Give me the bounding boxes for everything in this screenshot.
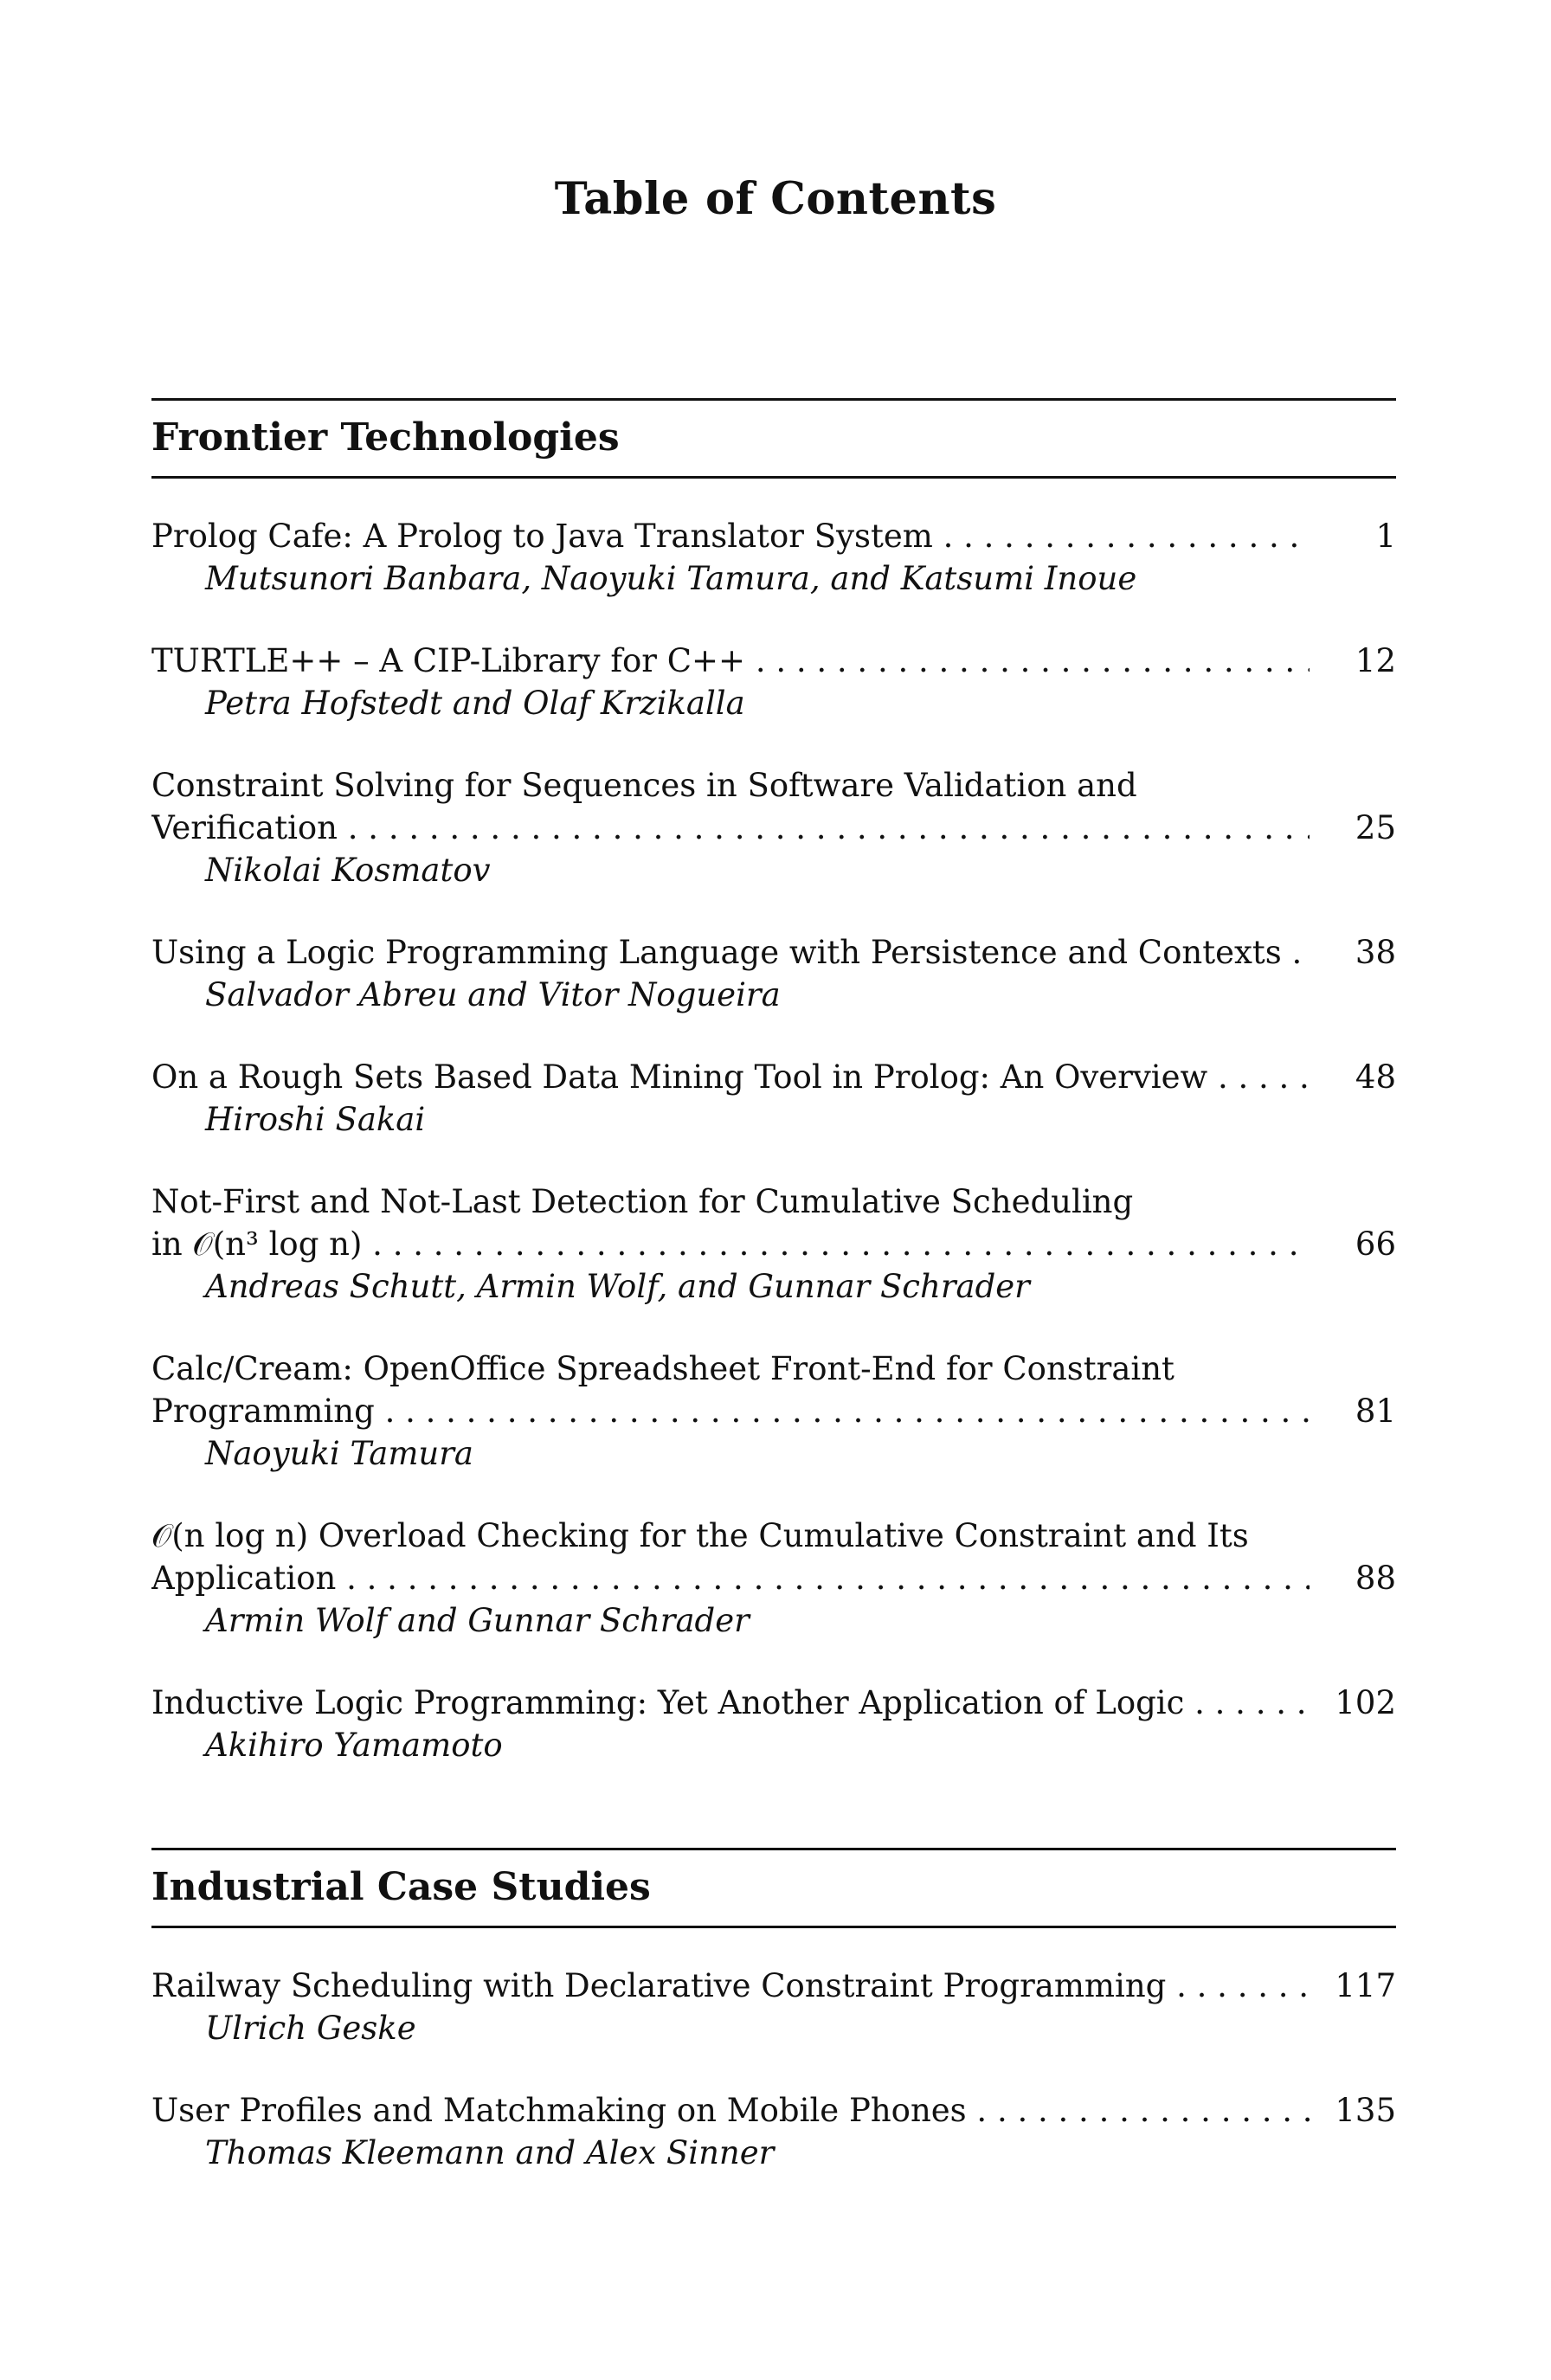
entry-title-line bbox=[151, 1682, 1396, 1724]
section-industrial-case-studies bbox=[151, 1848, 1396, 2214]
page-number: 48 bbox=[1355, 1058, 1396, 1096]
page-number: 38 bbox=[1355, 934, 1396, 971]
entry-title-continued: in 𝒪(n³ log n) . . . bbox=[151, 1223, 1310, 1265]
entry-title-line bbox=[151, 1390, 1396, 1432]
page-number: 102 bbox=[1335, 1684, 1396, 1721]
entry-authors: Andreas Schutt, Armin Wolf, and Gunnar Schrader bbox=[205, 1268, 1030, 1305]
page-number: 66 bbox=[1355, 1225, 1396, 1263]
entry-title-line bbox=[151, 1056, 1396, 1098]
entry-title-line bbox=[151, 1965, 1396, 2007]
entry-title-line-1: 𝒪(n log n) Overload Checking for the Cumulative Constraint and Its bbox=[151, 1517, 1249, 1554]
entry-title-line bbox=[151, 1557, 1396, 1599]
entry-authors: Mutsunori Banbara, Naoyuki Tamura, and Katsumi Inoue bbox=[205, 560, 1137, 597]
page-number: 81 bbox=[1355, 1393, 1396, 1430]
entry-authors: Hiroshi Sakai bbox=[205, 1101, 426, 1138]
section-title: Frontier Technologies bbox=[151, 415, 620, 460]
page-number: 12 bbox=[1355, 642, 1396, 679]
entry-title-line bbox=[151, 2089, 1396, 2132]
entry-authors: Ulrich Geske bbox=[205, 2010, 416, 2047]
section-title: Industrial Case Studies bbox=[151, 1865, 651, 1909]
entry-list bbox=[151, 515, 1396, 1766]
page-number: 117 bbox=[1335, 1967, 1396, 2004]
entry-title-line bbox=[151, 1223, 1396, 1265]
page-title: Table of Contents bbox=[554, 173, 997, 225]
entry-title: TURTLE++ – A CIP-Library for C++ . . . bbox=[151, 640, 1310, 682]
entry-title: Railway Scheduling with Declarative Constraint Programming . . . bbox=[151, 1965, 1310, 2007]
page-number: 88 bbox=[1355, 1560, 1396, 1597]
entry-title-continued: Verification . . . bbox=[151, 807, 1310, 849]
entry-title: On a Rough Sets Based Data Mining Tool in Prolog: An Overview . . . bbox=[151, 1056, 1310, 1098]
entry-title-line bbox=[151, 515, 1396, 557]
entry-title-continued: Programming . . . bbox=[151, 1390, 1310, 1432]
entry-authors: Petra Hofstedt and Olaf Krzikalla bbox=[205, 685, 745, 722]
section-header bbox=[151, 1848, 1396, 1928]
entry-authors: Armin Wolf and Gunnar Schrader bbox=[205, 1602, 750, 1639]
section-frontier-technologies bbox=[151, 398, 1396, 1806]
page-number: 135 bbox=[1335, 2092, 1396, 2129]
page-number: 25 bbox=[1355, 809, 1396, 846]
entry-authors: Salvador Abreu and Vitor Nogueira bbox=[205, 976, 781, 1013]
toc-entry[interactable] bbox=[151, 640, 1396, 724]
page-number: 1 bbox=[1375, 518, 1396, 555]
entry-title-line-1: Calc/Cream: OpenOffice Spreadsheet Front-End for Constraint bbox=[151, 1350, 1175, 1387]
section-header bbox=[151, 398, 1396, 479]
entry-authors: Nikolai Kosmatov bbox=[205, 852, 491, 889]
toc-entry[interactable] bbox=[151, 1180, 1396, 1308]
toc-entry[interactable] bbox=[151, 764, 1396, 891]
entry-title-line bbox=[151, 807, 1396, 849]
toc-entry[interactable] bbox=[151, 1515, 1396, 1642]
toc-entry[interactable] bbox=[151, 1348, 1396, 1475]
entry-title-continued: Application . . . bbox=[151, 1557, 1310, 1599]
entry-authors: Naoyuki Tamura bbox=[205, 1435, 473, 1472]
entry-title-line bbox=[151, 640, 1396, 682]
toc-entry[interactable] bbox=[151, 1056, 1396, 1141]
entry-title: Inductive Logic Programming: Yet Another Application of Logic . . . bbox=[151, 1682, 1310, 1724]
toc-entry[interactable] bbox=[151, 2089, 1396, 2174]
toc-entry[interactable] bbox=[151, 931, 1396, 1016]
entry-title-line bbox=[151, 931, 1396, 974]
toc-entry[interactable] bbox=[151, 1682, 1396, 1766]
entry-list bbox=[151, 1965, 1396, 2174]
entry-authors: Akihiro Yamamoto bbox=[205, 1727, 503, 1764]
entry-title: Prolog Cafe: A Prolog to Java Translator System . . . bbox=[151, 515, 1310, 557]
entry-title-line-1: Not-First and Not-Last Detection for Cumulative Scheduling bbox=[151, 1183, 1134, 1220]
entry-title-line-1: Constraint Solving for Sequences in Software Validation and bbox=[151, 767, 1137, 804]
entry-title: User Profiles and Matchmaking on Mobile Phones . . . bbox=[151, 2089, 1310, 2132]
entry-title: Using a Logic Programming Language with Persistence and Contexts . . . bbox=[151, 931, 1310, 974]
entry-authors: Thomas Kleemann and Alex Sinner bbox=[205, 2134, 775, 2171]
toc-entry[interactable] bbox=[151, 1965, 1396, 2049]
toc-entry[interactable] bbox=[151, 515, 1396, 600]
